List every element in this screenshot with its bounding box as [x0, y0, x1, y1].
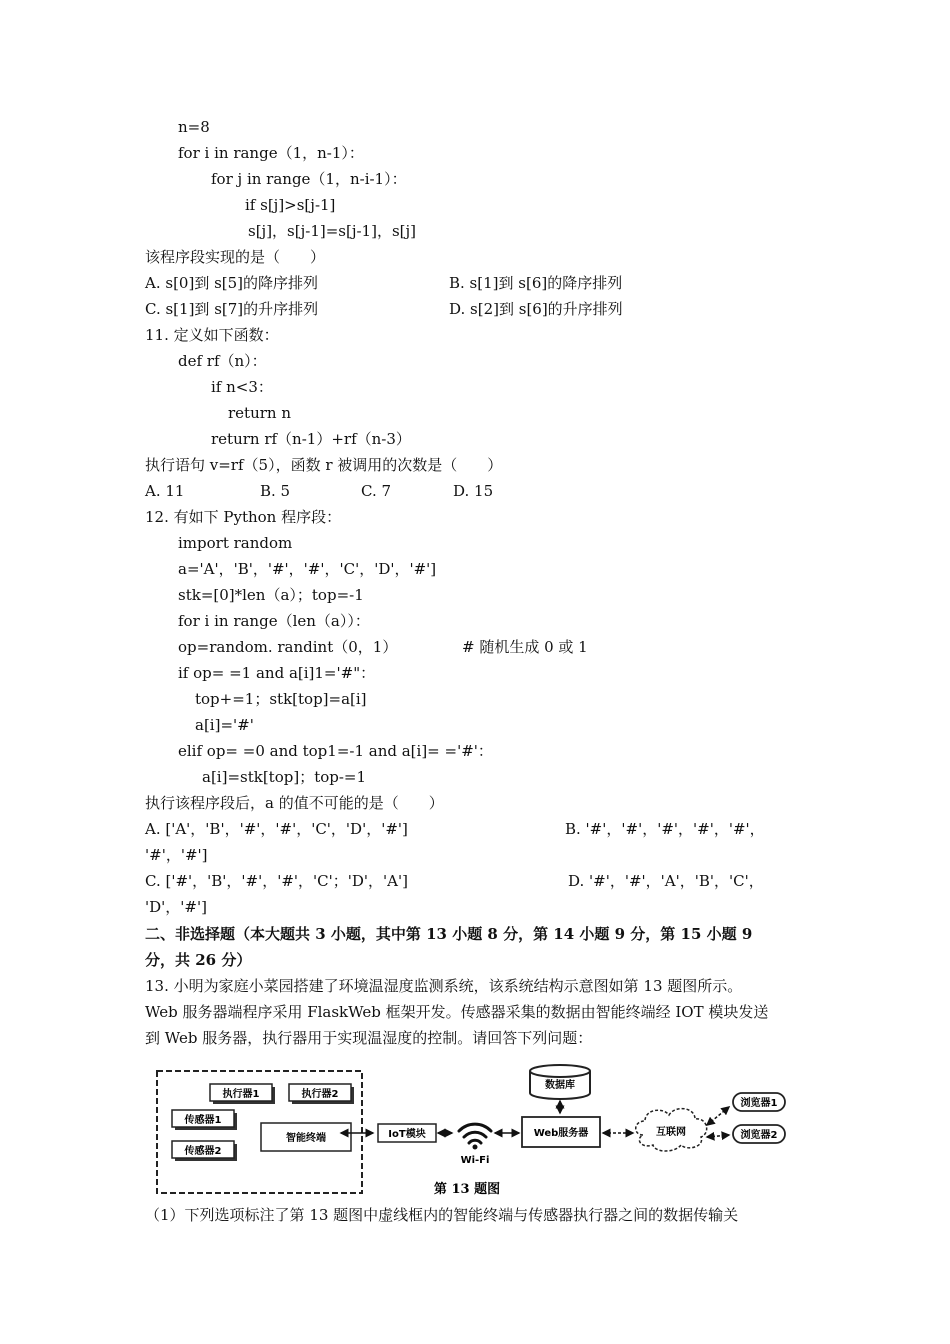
browser-1-label: 浏览器1 [740, 1098, 778, 1109]
section-heading: 二、非选择题（本大题共 3 小题，其中第 13 小题 8 分，第 14 小题 9 分，第 15 小题 9 [145, 925, 753, 943]
code-line: n=8 [178, 118, 210, 136]
sensor-1-box [172, 1110, 237, 1130]
web-server-label: Web服务器 [533, 1128, 589, 1139]
code-line: def rf（n）： [178, 352, 267, 370]
section-heading-cont: 分，共 26 分） [145, 951, 252, 969]
code-line: return n [228, 404, 291, 422]
sensor-2-label: 传感器2 [184, 1146, 222, 1157]
sub-question: （1）下列选项标注了第 13 题图中虚线框内的智能终端与传感器执行器之间的数据传输关 [145, 1206, 739, 1224]
figure-caption: 第 13 题图 [433, 1182, 501, 1197]
code-line: if s[j]>s[j-1] [245, 196, 336, 214]
database-label: 数据库 [545, 1080, 575, 1091]
system-structure-diagram [155, 1063, 795, 1203]
option-b: B. '#'，'#'，'#'，'#'，'#'， [565, 820, 765, 838]
code-line: for j in range（1，n-i-1）： [211, 170, 407, 188]
wifi-icon [459, 1124, 491, 1149]
actuator-1-box [210, 1084, 275, 1104]
internet-label: 互联网 [656, 1127, 686, 1138]
paragraph-line: 到 Web 服务器，执行器用于实现温湿度的控制。请回答下列问题： [145, 1029, 593, 1047]
smart-terminal-label: 智能终端 [286, 1133, 326, 1144]
code-line: a='A'，'B'，'#'，'#'，'C'，'D'，'#'] [178, 560, 437, 578]
paragraph-line: 13. 小明为家庭小菜园搭建了环境温湿度监测系统，该系统结构示意图如第 13 题图所示。 [145, 977, 743, 995]
option-a: A. 11 [145, 482, 185, 500]
internet-cloud-icon [636, 1109, 707, 1151]
wifi-label: Wi-Fi [460, 1155, 490, 1166]
iot-module-box [378, 1124, 436, 1142]
code-line: a[i]='#' [195, 716, 254, 734]
sensor-1-label: 传感器1 [184, 1115, 222, 1126]
question-stem: 执行该程序段后，a 的值不可能的是（ ） [145, 794, 444, 812]
option-b: B. s[1]到 s[6]的降序排列 [449, 274, 623, 292]
code-line: elif op= =0 and top1=-1 and a[i]= ='#'： [178, 742, 493, 760]
code-line: op=random. randint（0，1） [178, 638, 398, 656]
code-line: return rf（n-1）+rf（n-3） [211, 430, 411, 448]
browser-2-label: 浏览器2 [740, 1130, 778, 1141]
code-line: for i in range（1，n-1）： [178, 144, 364, 162]
option-c: C. 7 [361, 482, 392, 500]
question-title: 11. 定义如下函数： [145, 326, 279, 344]
code-line: stk=[0]*len（a）；top=-1 [178, 586, 364, 604]
code-line: for i in range（len（a））： [178, 612, 370, 630]
actuator-2-box [289, 1084, 354, 1104]
code-line: a[i]=stk[top]；top-=1 [202, 768, 367, 786]
code-comment: # 随机生成 0 或 1 [462, 638, 588, 656]
option-a: A. ['A'，'B'，'#'，'#'，'C'，'D'，'#'] [145, 820, 408, 838]
smart-terminal-box [261, 1123, 351, 1151]
database-icon [530, 1065, 590, 1099]
question-title: 12. 有如下 Python 程序段： [145, 508, 342, 526]
paragraph-line: Web 服务器端程序采用 FlaskWeb 框架开发。传感器采集的数据由智能终端经 IOT 模块发送 [145, 1003, 769, 1021]
option-c: C. ['#'，'B'，'#'，'#'，'C'；'D'，'A'] [145, 872, 408, 890]
actuator-2-label: 执行器2 [301, 1089, 339, 1100]
option-d: D. s[2]到 s[6]的升序排列 [449, 300, 623, 318]
option-b-cont: '#'，'#'] [145, 846, 208, 864]
browser-2-box [733, 1125, 785, 1143]
option-d: D. '#'，'#'，'A'，'B'，'C'， [568, 872, 764, 890]
option-b: B. 5 [260, 482, 291, 500]
code-line: if op= =1 and a[i]1='#"： [178, 664, 376, 682]
code-line: top+=1；stk[top]=a[i] [195, 690, 367, 708]
option-c: C. s[1]到 s[7]的升序排列 [145, 300, 319, 318]
browser-1-box [733, 1093, 785, 1111]
option-d-cont: 'D'，'#'] [145, 898, 207, 916]
code-line: import random [178, 534, 293, 552]
option-d: D. 15 [453, 482, 494, 500]
question-stem: 该程序段实现的是（ ） [145, 248, 326, 266]
sensor-2-box [172, 1141, 237, 1161]
actuator-1-label: 执行器1 [222, 1089, 260, 1100]
option-a: A. s[0]到 s[5]的降序排列 [145, 274, 319, 292]
code-line: if n<3： [211, 378, 273, 396]
web-server-box [522, 1117, 600, 1147]
code-line: s[j]，s[j-1]=s[j-1]，s[j] [248, 222, 417, 240]
question-stem: 执行语句 v=rf（5），函数 r 被调用的次数是（ ） [145, 456, 503, 474]
iot-module-label: IoT模块 [388, 1129, 426, 1140]
